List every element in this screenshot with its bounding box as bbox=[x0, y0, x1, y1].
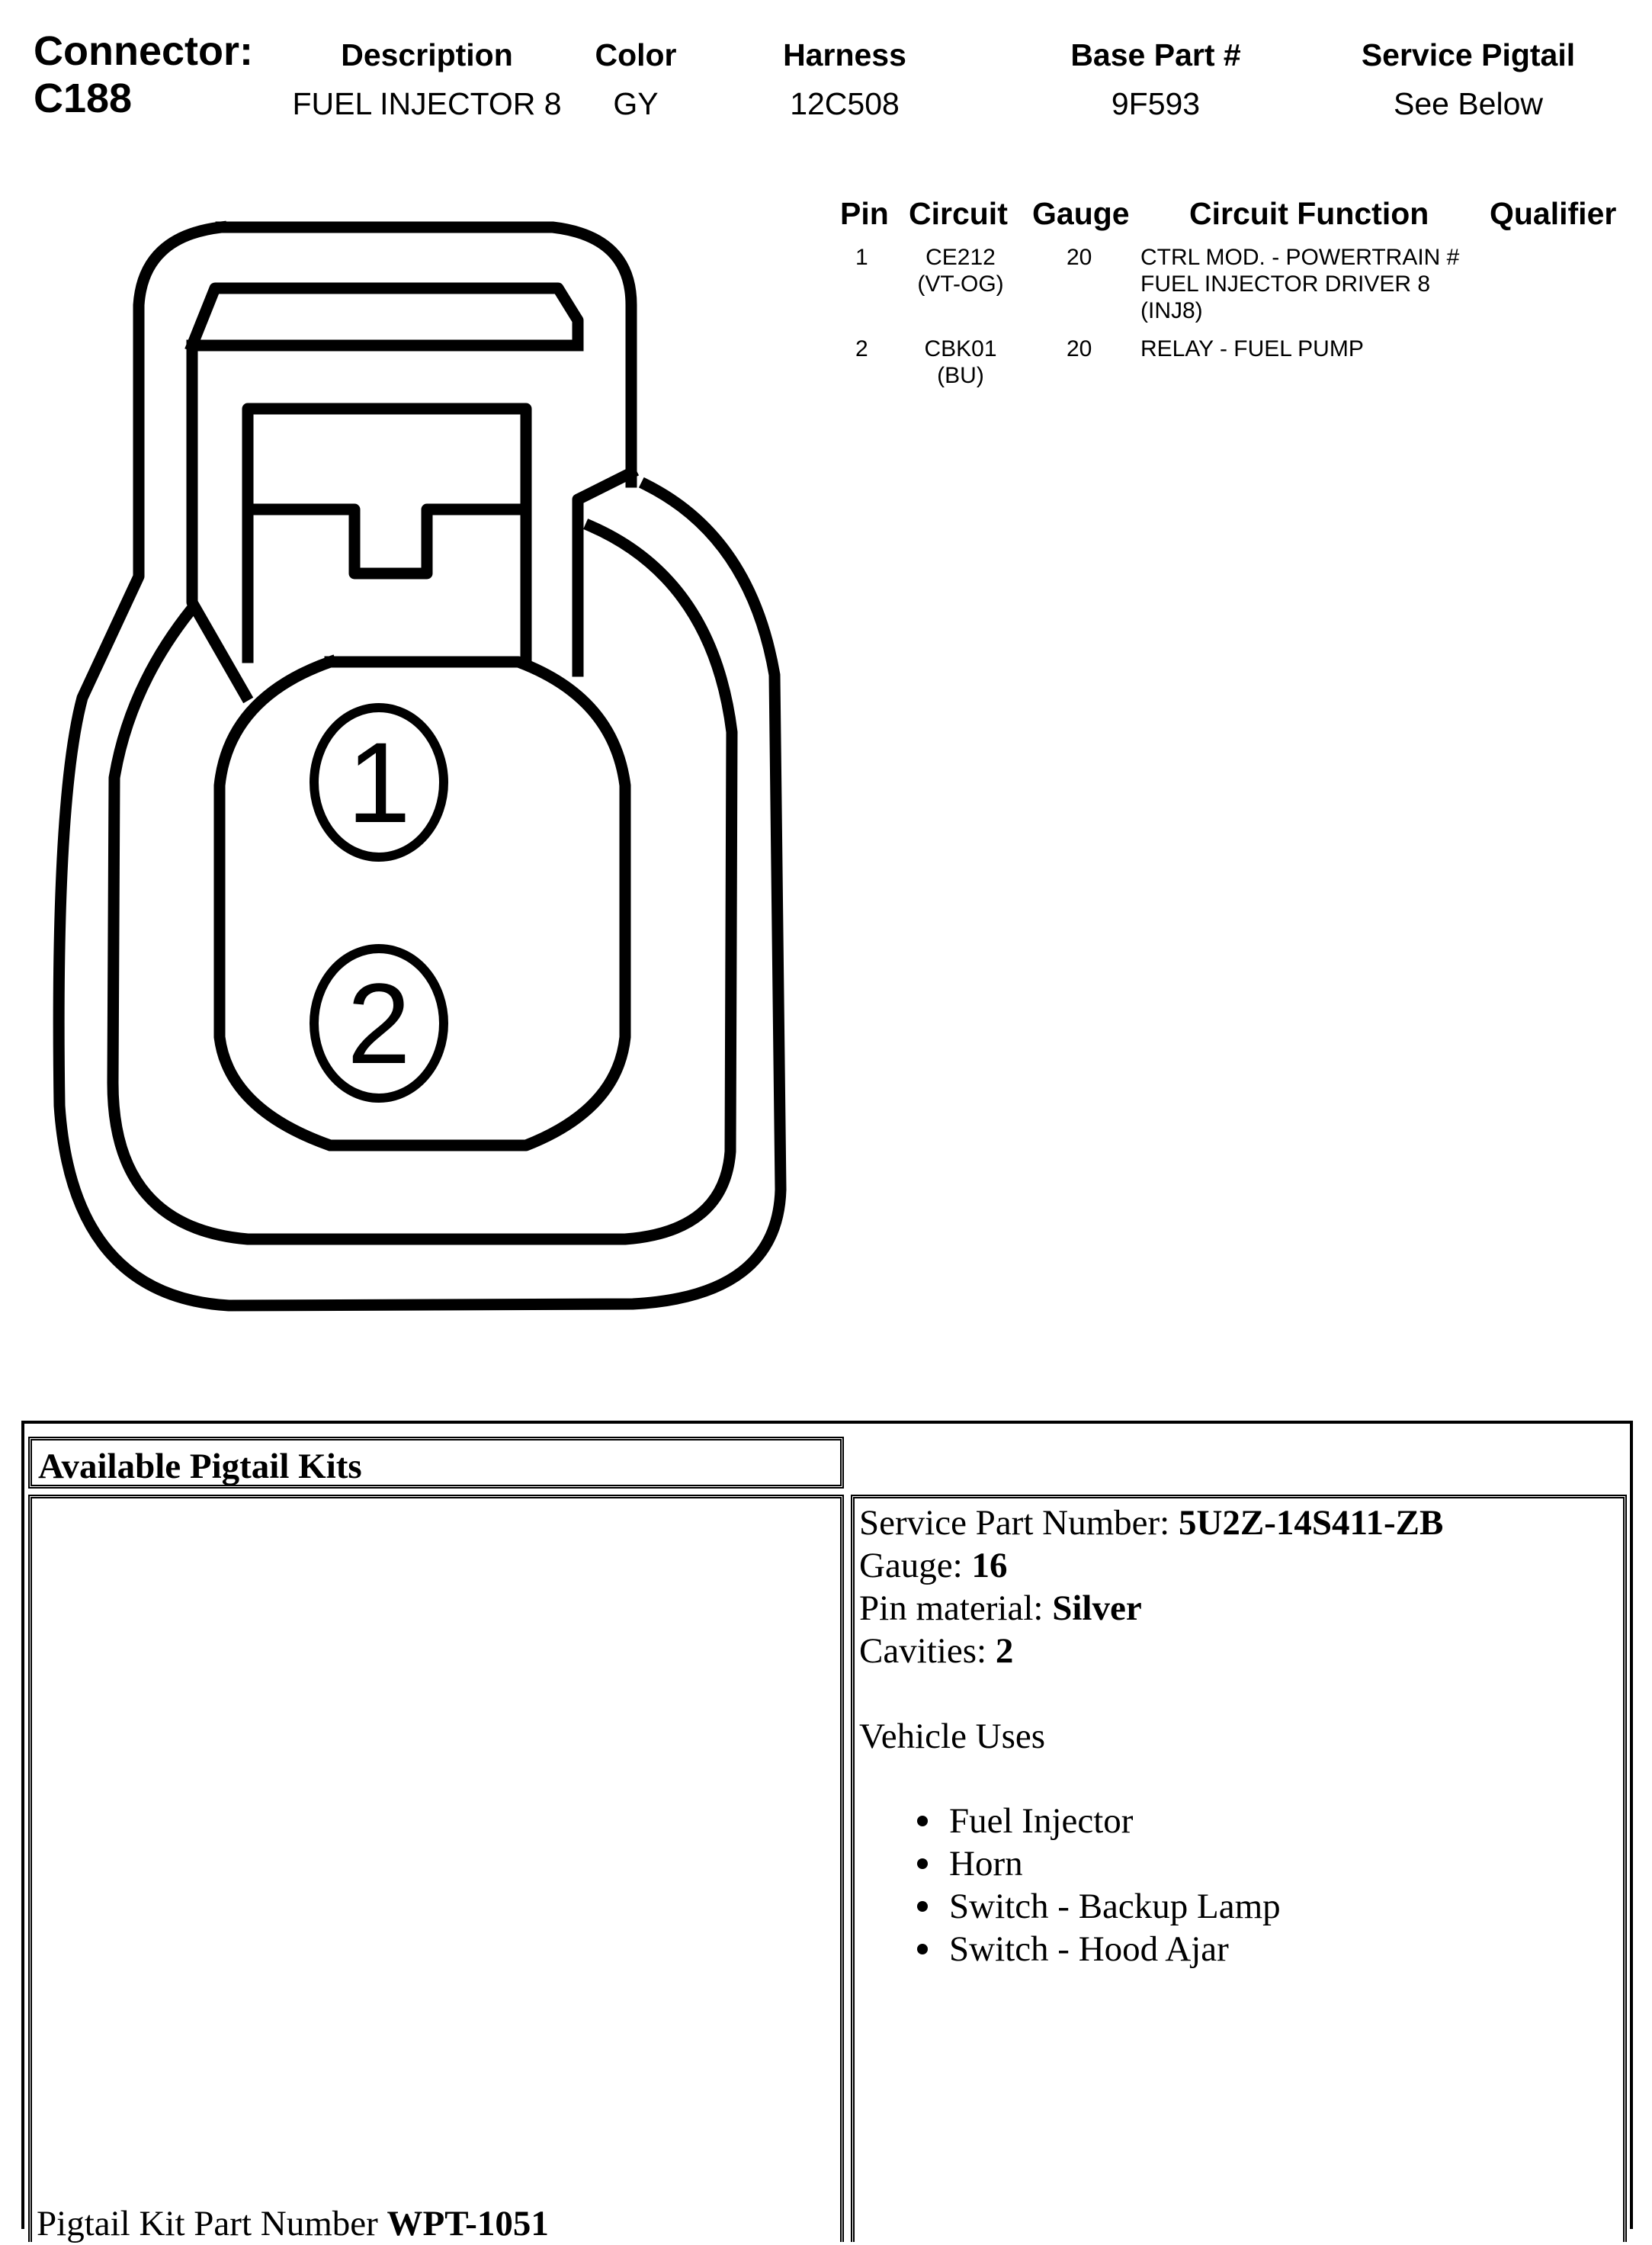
pigtail-kit-image-cell bbox=[28, 1495, 844, 2242]
vehicle-uses-heading: Vehicle Uses bbox=[859, 1717, 1046, 1756]
wire-gauge: 20 bbox=[1067, 245, 1092, 270]
list-item bbox=[917, 1928, 1281, 1970]
vehicle-uses-list bbox=[917, 1800, 1281, 1970]
service-part-label: Service Part Number: bbox=[859, 1503, 1179, 1543]
header-service-pigtail bbox=[1308, 37, 1628, 122]
terminal-lock bbox=[248, 409, 526, 660]
pin-material-value: Silver bbox=[1052, 1588, 1142, 1628]
pigtail-title-box bbox=[28, 1437, 844, 1489]
harness-heading: Harness bbox=[783, 37, 906, 72]
kit-gauge-label: Gauge: bbox=[859, 1546, 972, 1585]
function-column-heading: Circuit Function bbox=[1189, 196, 1429, 231]
circuit-wire-color: (VT-OG) bbox=[917, 271, 1004, 297]
service-part-number bbox=[859, 1501, 1443, 1544]
cavities-count bbox=[859, 1630, 1013, 1672]
description-value: FUEL INJECTOR 8 bbox=[292, 86, 562, 121]
header-base-part bbox=[996, 37, 1316, 122]
list-item bbox=[917, 1800, 1281, 1842]
pigtail-kit-details-cell bbox=[851, 1495, 1627, 2242]
cavities-value: 2 bbox=[995, 1631, 1014, 1671]
connector-label: Connector: bbox=[34, 28, 253, 74]
circuit-code: CE212 bbox=[925, 245, 996, 270]
service-part-value: 5U2Z-14S411-ZB bbox=[1178, 1503, 1444, 1543]
pigtail-kits-title: Available Pigtail Kits bbox=[38, 1447, 362, 1486]
pin-material bbox=[859, 1587, 1142, 1630]
vehicle-use-text: Switch - Hood Ajar bbox=[949, 1929, 1229, 1969]
connector-id: C188 bbox=[34, 75, 133, 121]
bullet-icon bbox=[917, 1858, 928, 1869]
qualifier-column-heading: Qualifier bbox=[1490, 196, 1617, 231]
service-pigtail-heading: Service Pigtail bbox=[1361, 37, 1576, 72]
kit-part-value: WPT-1051 bbox=[387, 2204, 549, 2243]
kit-gauge-value: 16 bbox=[971, 1546, 1008, 1585]
harness-value: 12C508 bbox=[790, 86, 900, 121]
cavity-1 bbox=[314, 708, 444, 857]
circuit-function bbox=[1140, 244, 1459, 324]
pin-number: 2 bbox=[855, 336, 868, 361]
pin-material-label: Pin material: bbox=[859, 1588, 1053, 1628]
circuit-id bbox=[900, 244, 1022, 297]
color-heading: Color bbox=[595, 37, 677, 72]
connector-face-diagram bbox=[0, 0, 839, 1342]
vehicle-use-text: Fuel Injector bbox=[949, 1801, 1134, 1841]
circuit-code: CBK01 bbox=[924, 336, 997, 361]
circuit-wire-color: (BU) bbox=[937, 363, 984, 388]
list-item bbox=[917, 1885, 1281, 1928]
bullet-icon bbox=[917, 1901, 928, 1912]
base-part-value: 9F593 bbox=[1111, 86, 1201, 121]
vehicle-use-text: Horn bbox=[949, 1844, 1023, 1884]
circuit-function bbox=[1140, 336, 1364, 362]
cavities-label: Cavities: bbox=[859, 1631, 996, 1671]
pin-column-heading: Pin bbox=[840, 196, 889, 231]
kit-part-label: Pigtail Kit Part Number bbox=[37, 2204, 387, 2243]
kit-gauge bbox=[859, 1544, 1007, 1587]
cavity-2-label: 2 bbox=[347, 959, 411, 1087]
list-item bbox=[917, 1842, 1281, 1885]
base-part-heading: Base Part # bbox=[1070, 37, 1241, 72]
description-heading: Description bbox=[341, 37, 513, 72]
gauge-column-heading: Gauge bbox=[1032, 196, 1130, 231]
circuit-column-heading: Circuit bbox=[909, 196, 1008, 231]
pin-number: 1 bbox=[855, 245, 868, 270]
vehicle-use-text: Switch - Backup Lamp bbox=[949, 1887, 1281, 1926]
function-line: CTRL MOD. - POWERTRAIN # bbox=[1140, 245, 1460, 270]
cavity-2 bbox=[314, 949, 444, 1098]
pigtail-kit-part-number bbox=[37, 2202, 549, 2245]
circuit-id bbox=[900, 336, 1022, 389]
function-line: FUEL INJECTOR DRIVER 8 bbox=[1140, 271, 1431, 297]
bullet-icon bbox=[917, 1816, 928, 1826]
color-value: GY bbox=[613, 86, 659, 121]
cavity-1-label: 1 bbox=[347, 718, 411, 846]
wire-gauge: 20 bbox=[1067, 336, 1092, 361]
bullet-icon bbox=[917, 1944, 928, 1954]
service-pigtail-value: See Below bbox=[1393, 86, 1543, 121]
function-line: (INJ8) bbox=[1140, 298, 1203, 323]
latch-frame bbox=[192, 288, 631, 695]
function-line: RELAY - FUEL PUMP bbox=[1140, 336, 1364, 361]
